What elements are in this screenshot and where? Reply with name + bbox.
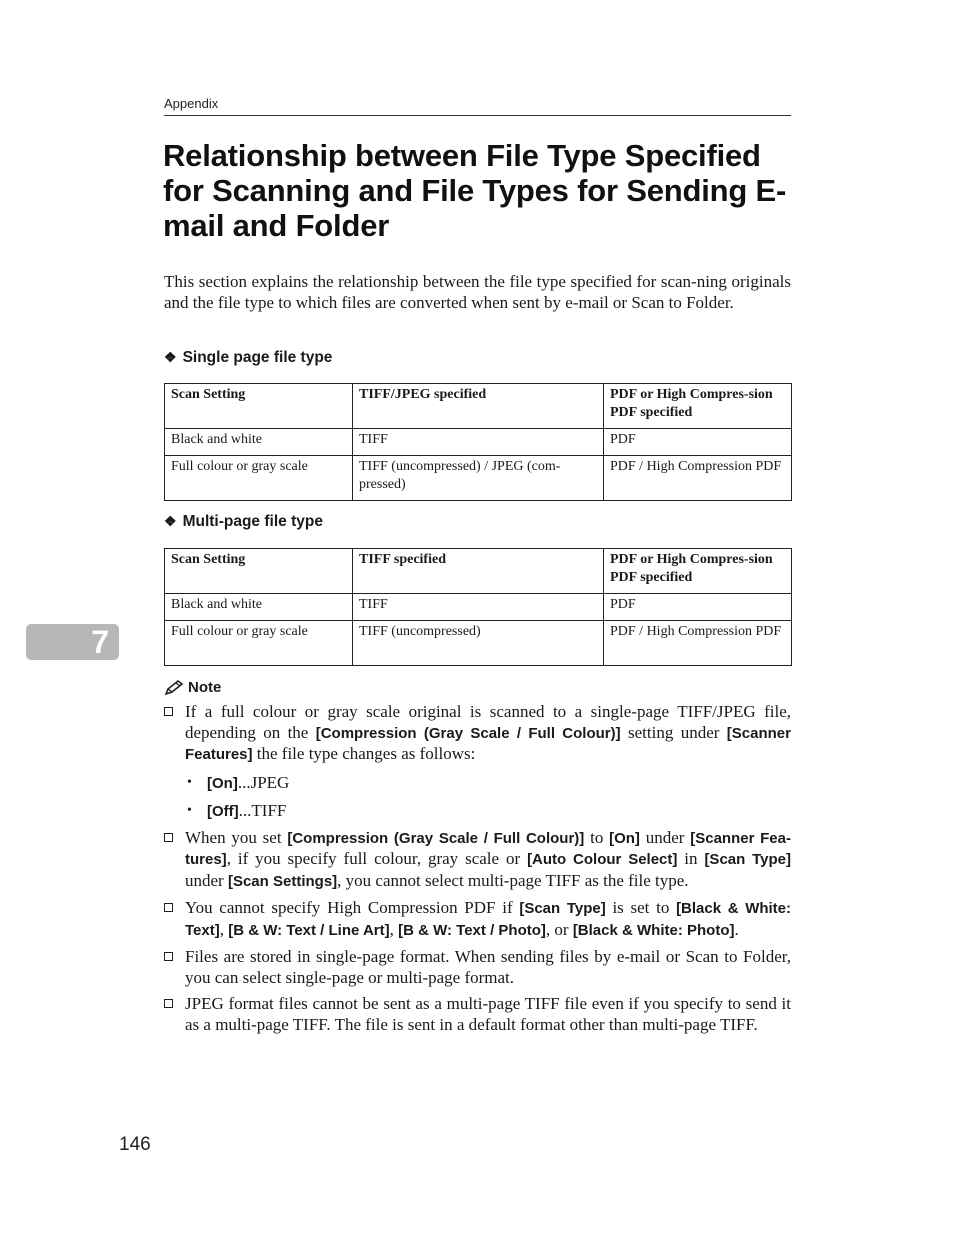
note-text: in	[677, 849, 705, 868]
note-list	[164, 702, 791, 1041]
table-cell: TIFF (uncompressed)	[353, 621, 604, 666]
table-cell: Full colour or gray scale	[165, 456, 353, 501]
table-cell: TIFF	[353, 429, 604, 456]
running-header: Appendix	[164, 96, 219, 111]
table-header-cell: TIFF/JPEG specified	[353, 384, 604, 429]
note-text: If a full colour or gray scale original is scanned to a single-page TIFF/JPEG file, depending on the	[185, 702, 791, 742]
bullet-dot-icon: •	[187, 774, 192, 790]
table-cell: TIFF (uncompressed) / JPEG (com-pressed)	[353, 456, 604, 501]
multi-page-heading	[164, 513, 323, 531]
page-title: Relationship between File Type Specified for Scanning and File Types for Sending E-mail and Folder	[163, 138, 787, 243]
note-text: JPEG format files cannot be sent as a multi-page TIFF file even if you specify to send it as a multi-page TIFF. The file is sent in a default format other than multi-page TIFF.	[185, 994, 791, 1034]
table-header-row	[165, 549, 792, 594]
table-row	[165, 594, 792, 621]
table-header-row	[165, 384, 792, 429]
setting-key: [Scan Type]	[519, 900, 606, 917]
table-cell: PDF	[604, 594, 792, 621]
table-header-cell: Scan Setting	[165, 549, 353, 594]
note-item	[164, 702, 791, 822]
note-text: under	[639, 827, 691, 847]
checkbox-bullet-icon	[164, 833, 173, 842]
diamond-bullet-icon: ❖	[164, 349, 177, 365]
setting-key: [Auto Colour Select]	[527, 851, 678, 868]
setting-key: [Scanner Fea-tures]	[185, 829, 791, 868]
setting-key: [Scan Type]	[704, 851, 792, 868]
note-text: .	[734, 919, 739, 939]
setting-key: [Compression (Gray Scale / Full Colour)]	[287, 829, 585, 847]
note-text: ,	[389, 919, 399, 939]
note-heading	[164, 679, 221, 696]
setting-key: [On]	[207, 774, 238, 792]
table-header-cell: PDF or High Compres-sion PDF specified	[604, 549, 792, 594]
note-text: , or	[545, 919, 573, 939]
multi-page-heading-text: Multi-page file type	[182, 513, 323, 530]
header-divider	[164, 115, 791, 116]
checkbox-bullet-icon	[164, 707, 173, 716]
intro-paragraph: This section explains the relationship between the file type specified for scan-ning originals and the file type to which files are converted when sent by e-mail or Scan to Folder.	[164, 272, 791, 312]
table-cell: Black and white	[165, 594, 353, 621]
note-text: When you set	[185, 827, 288, 847]
setting-key: [Compression (Gray Scale / Full Colour)]	[315, 724, 621, 742]
note-text: ...JPEG	[237, 772, 290, 792]
note-text: ...TIFF	[238, 800, 287, 820]
table-cell: PDF / High Compression PDF	[604, 456, 792, 501]
note-text: Files are stored in single-page format. When sending files by e-mail or Scan to Folder, you can select single-page or multi-page format.	[185, 947, 791, 987]
table-header-cell: PDF or High Compres-sion PDF specified	[604, 384, 792, 429]
table-cell: PDF / High Compression PDF	[604, 621, 792, 666]
table-header-cell: TIFF specified	[353, 549, 604, 594]
checkbox-bullet-icon	[164, 952, 173, 961]
note-text: , if you specify full colour, gray scale or	[226, 849, 528, 868]
table-header-cell: Scan Setting	[165, 384, 353, 429]
setting-key: [Scanner Features]	[185, 724, 791, 763]
multi-page-table	[164, 548, 792, 666]
single-page-heading	[164, 349, 332, 367]
note-text: the file type changes as follows:	[252, 744, 476, 763]
note-text: ,	[219, 919, 229, 939]
checkbox-bullet-icon	[164, 903, 173, 912]
setting-key: [B & W: Text / Line Art]	[228, 921, 390, 939]
chapter-tab: 7	[26, 624, 119, 660]
diamond-bullet-icon: ❖	[164, 513, 177, 529]
table-row	[165, 429, 792, 456]
table-row	[165, 456, 792, 501]
setting-key: [Off]	[207, 802, 239, 820]
note-item	[164, 828, 791, 893]
note-text: is set to	[605, 898, 677, 917]
note-text: under	[185, 870, 228, 890]
setting-key: [B & W: Text / Photo]	[398, 921, 546, 939]
bullet-dot-icon: •	[187, 802, 192, 818]
single-page-heading-text: Single page file type	[182, 349, 333, 366]
table-cell: TIFF	[353, 594, 604, 621]
note-heading-text: Note	[188, 679, 222, 696]
note-item	[164, 994, 791, 1035]
sub-list-item	[185, 773, 791, 794]
table-cell: PDF	[604, 429, 792, 456]
note-text: to	[584, 827, 610, 847]
checkbox-bullet-icon	[164, 999, 173, 1008]
note-item	[164, 898, 791, 941]
note-text: setting under	[620, 722, 727, 742]
table-cell: Black and white	[165, 429, 353, 456]
note-item	[164, 947, 791, 988]
pencil-icon	[164, 680, 184, 696]
page-number: 146	[119, 1134, 151, 1155]
note-text: You cannot specify High Compression PDF if	[185, 898, 520, 917]
setting-key: [Black & White: Text]	[185, 900, 792, 939]
note-text: , you cannot select multi-page TIFF as the file type.	[337, 870, 689, 890]
setting-key: [On]	[609, 829, 640, 847]
setting-key: [Scan Settings]	[227, 872, 338, 890]
table-cell: Full colour or gray scale	[165, 621, 353, 666]
single-page-table	[164, 383, 792, 501]
table-row	[165, 621, 792, 666]
setting-key: [Black & White: Photo]	[572, 921, 735, 939]
sub-list-item	[185, 801, 791, 822]
